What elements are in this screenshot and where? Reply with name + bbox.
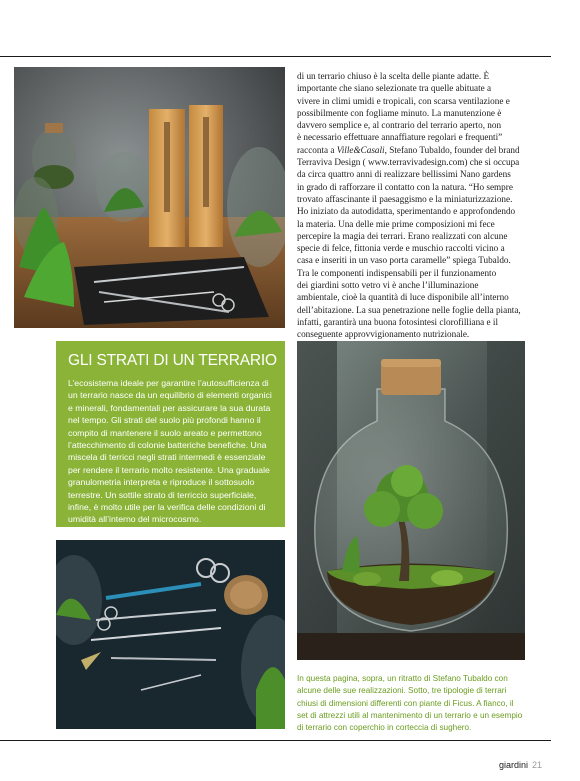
article-body-line: davvero semplice e, al contrario del terrario aperto, non [297,120,502,131]
sidebar-box [56,341,285,527]
article-body-line: vivere in climi umidi e tropicali, con scarsa ventilazione e [297,95,510,106]
article-body-lines [297,70,525,341]
article-body-line: dell’abitazione. La sua penetrazione nelle foglie della pianta, [297,304,521,315]
article-body-line: percepire la magia dei terrari. Erano realizzati con alcune [297,230,508,241]
article-body-line: dei giardini sotto vetro vi è anche l’illuminazione [297,280,479,291]
article-body-line: specie di felce, fittonia verde e muschio raccolti vicino a [297,243,505,254]
article-body-line: racconta a Ville&Casali, Stefano Tubaldo, founder del brand [297,144,520,155]
article-body-line: è necessario effettuare annaffiature regolari e frequenti” [297,132,503,143]
photo-tools-dark [56,540,285,729]
article-body-line: conseguente approvvigionamento nutrizionale. [297,329,470,340]
photo-terrarium-boxes-tools [14,67,285,328]
article-body-line: possibilmente con fogliame minuto. La manutenzione è [297,107,502,118]
article-body-line: la materia. Una delle mie prime composizioni mi fece [297,218,495,229]
magazine-name: giardini [498,760,528,770]
article-body-line: di un terrario chiuso è la scelta delle piante adatte. È [297,71,490,81]
bottom-rule [0,740,551,741]
article-body-line: infatti, garantirà una buona fotosintesi clorofilliana e il [297,316,499,327]
article-body-line: trovato affascinante il paesaggismo e la miniaturizzazione. [297,193,513,204]
article-body-line: Tra le componenti indispensabili per il funzionamento [297,267,497,278]
page-footer [499,760,542,770]
article-body-line: Ho iniziato da autodidatta, sperimentando e approfondendo [297,206,516,217]
article-body-line: ambientale, cioè la quantità di luce disponibile all’interno [297,292,509,303]
sidebar-title: GLI STRATI DI UN TERRARIO [68,352,277,369]
article-body-line: Terraviva Design ( www.terravivadesign.com) che si occupa [297,157,520,168]
sidebar-text: L’ecosistema ideale per garantire l’autosufficienza di un terrario nasce da un equilibrio di elementi organici e minerali, fondamentali per assicurare la sua durata nel tempo. Gli strati del suolo più profondi hanno il compito di mantenere il suolo areato e permettono l’attecchimento di colonie batteriche benefiche. Una miscela di terricci negli strati intermedi è essenziale per rendere il terrario molto resistente. Una graduale granulometria interpreta e riproduce il sottosuolo terrestre. Un sottile strato di terriccio superficiale, infine, è molto utile per la verifica delle condizioni di umidità all’interno del microcosmo. [68,378,272,525]
photo-caption: In questa pagina, sopra, un ritratto di Stefano Tubaldo con alcune delle sue realizzazioni. Sotto, tre tipologie di terrari chiusi di dimensioni differenti con piante di Ficus. A fianco, il set di attrezzi utili al mantenimento di un terrario e un esempio di terrario con coperchio in corteccia di sughero. [297,674,523,733]
photo-terrarium-cork [297,341,525,660]
article-body-line: casa e inseriti in un vaso porta caramelle” spiega Tubaldo. [297,255,511,266]
article-body [297,70,525,341]
top-rule [0,56,551,57]
article-body-line: importante che siano selezionate tra quelle abituate a [297,83,492,94]
article-body-line: in grado di rafforzare il contatto con la natura. “Ho sempre [297,181,513,192]
page-number: 21 [531,760,542,770]
article-body-line: da circa quattro anni di realizzare bellissimi Nano gardens [297,169,511,180]
